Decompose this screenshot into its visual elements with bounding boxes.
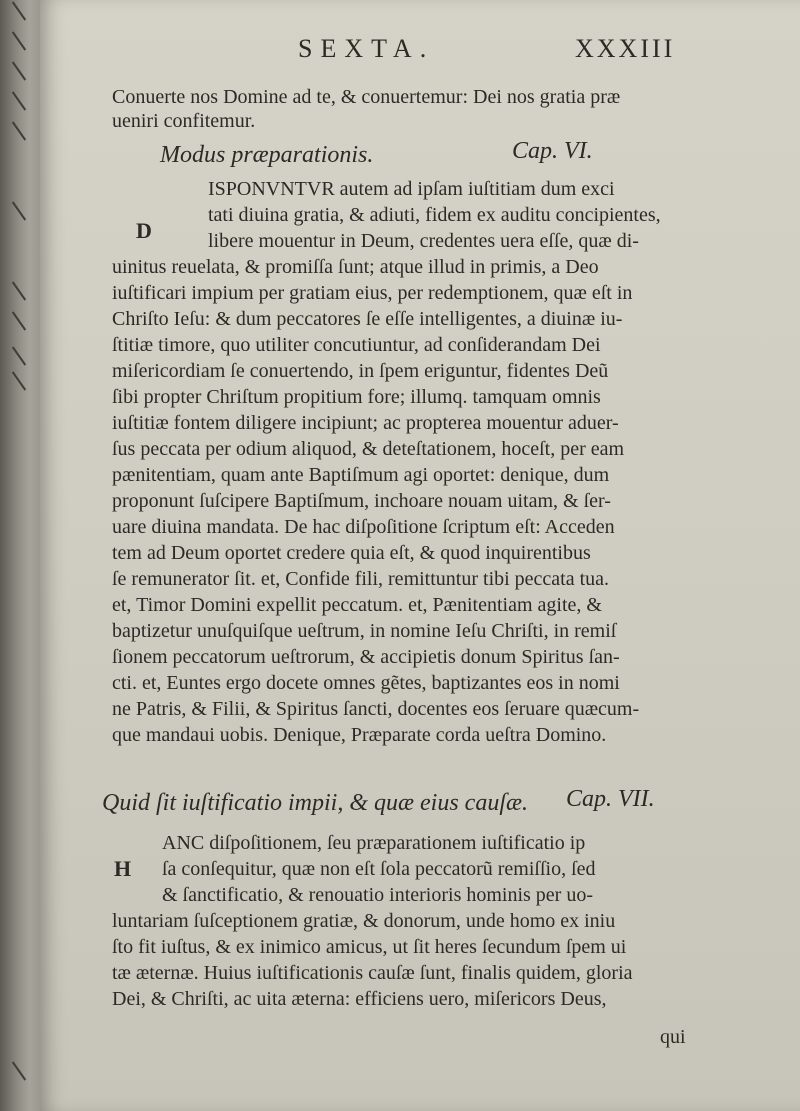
body-line: proponunt ſuſcipere Baptiſmum, inchoare nouam uitam, & ſer- xyxy=(112,490,611,512)
running-head-title: SEXTA. xyxy=(298,34,435,63)
intro-line: ueniri confitemur. xyxy=(112,110,256,132)
folio-number: XXXIII xyxy=(575,34,676,63)
body-line: ſus peccata per odium aliquod, & deteſtationem, hoceſt, per eam xyxy=(112,438,625,460)
body-line: luntariam ſuſceptionem gratiæ, & donorum, unde homo ex iniu xyxy=(112,910,616,932)
body-line: tati diuina gratia, & adiuti, fidem ex auditu concipientes, xyxy=(208,204,661,226)
body-line: et, Timor Domini expellit peccatum. et, Pænitentiam agite, & xyxy=(112,594,602,616)
body-line: libere mouentur in Deum, credentes uera eſſe, quæ di- xyxy=(208,230,639,252)
body-line: tem ad Deum oportet credere quia eſt, & quod inquirentibus xyxy=(112,542,591,564)
body-line: ne Patris, & Filii, & Spiritus ſancti, docentes eos ſeruare quæcum- xyxy=(112,698,640,720)
book-page xyxy=(40,0,800,1111)
initial-letter: D xyxy=(136,218,152,243)
body-line: cti. et, Euntes ergo docete omnes gẽtes, baptizantes eos in nomi xyxy=(112,672,620,694)
body-line: ISPONVNTVR autem ad ipſam iuſtitiam dum exci xyxy=(208,178,615,200)
body-line: ſto fit iuſtus, & ex inimico amicus, ut ſit heres ſecundum ſpem ui xyxy=(112,936,627,958)
body-line: que mandaui uobis. Denique, Præparate corda ueſtra Domino. xyxy=(112,724,607,746)
body-line: Chriſto Ieſu: & dum peccatores ſe eſſe intelligentes, a diuinæ iu- xyxy=(112,308,623,330)
body-line: ſtitiæ timore, quo utiliter concutiuntur, ad conſiderandam Dei xyxy=(112,334,601,356)
body-line: ſionem peccatorum ueſtrorum, & accipietis donum Spiritus ſan- xyxy=(112,646,620,668)
catchword: qui xyxy=(660,1026,686,1048)
body-line: uinitus reuelata, & promiſſa ſunt; atque illud in primis, a Deo xyxy=(112,256,599,278)
chapter-number: Cap. VII. xyxy=(566,786,655,812)
running-head xyxy=(40,34,800,70)
intro-line: Conuerte nos Domine ad te, & conuertemur: Dei nos gratia præ xyxy=(112,86,621,108)
body-line: miſericordiam ſe conuertendo, in ſpem eriguntur, fidentes Deũ xyxy=(112,360,609,382)
body-line: iuſtificari impium per gratiam eius, per redemptionem, quæ eſt in xyxy=(112,282,633,304)
section-heading: Modus præparationis. xyxy=(160,142,374,168)
body-line: tæ æternæ. Huius iuſtificationis cauſæ ſunt, finalis quidem, gloria xyxy=(112,962,633,984)
chapter-number: Cap. VI. xyxy=(512,138,593,164)
body-line: & ſanctificatio, & renouatio interioris hominis per uo- xyxy=(162,884,594,906)
body-line: ſibi propter Chriſtum propitium fore; illumq. tamquam omnis xyxy=(112,386,601,408)
book-spine xyxy=(0,0,42,1111)
body-line: uare diuina mandata. De hac diſpoſitione ſcriptum eſt: Acceden xyxy=(112,516,615,538)
section-heading: Quid ſit iuſtificatio impii, & quæ eius cauſæ. xyxy=(102,790,528,816)
body-line: iuſtitiæ fontem diligere incipiunt; ac propterea mouentur aduer- xyxy=(112,412,619,434)
body-line: ſa conſequitur, quæ non eſt ſola peccatorũ remiſſio, ſed xyxy=(162,858,596,880)
body-line: Dei, & Chriſti, ac uita æterna: efficiens uero, miſericors Deus, xyxy=(112,988,607,1010)
body-line: ANC diſpoſitionem, ſeu præparationem iuſtificatio ip xyxy=(162,832,586,854)
body-line: ſe remunerator ſit. et, Confide fili, remittuntur tibi peccata tua. xyxy=(112,568,610,590)
body-line: baptizetur unuſquiſque ueſtrum, in nomine Ieſu Chriſti, in remiſ xyxy=(112,620,617,642)
initial-letter: H xyxy=(114,856,132,881)
body-line: pænitentiam, quam ante Baptiſmum agi oportet: denique, dum xyxy=(112,464,610,486)
